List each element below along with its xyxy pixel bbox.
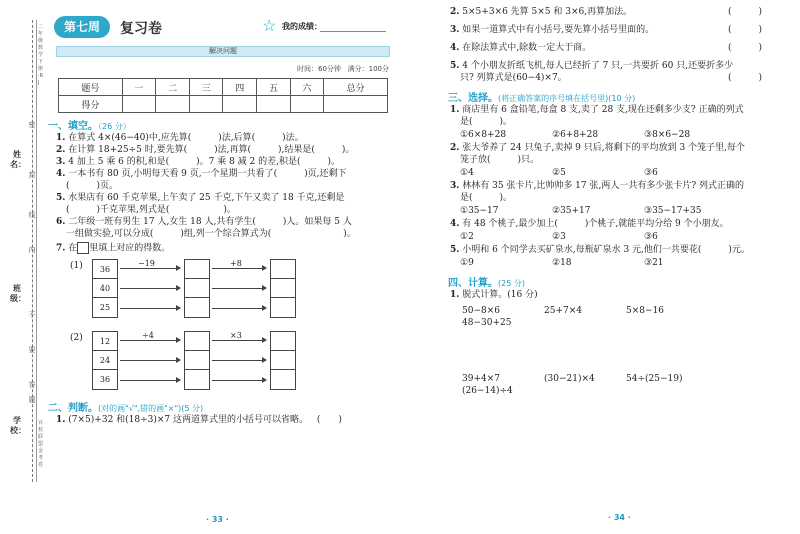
seal-char-3: 内 [28, 246, 36, 254]
score-table [58, 78, 388, 113]
answer-box[interactable] [185, 332, 209, 351]
calc-expression: 54÷(25−19) [626, 374, 683, 384]
answer-paren[interactable]: ( ) [728, 7, 763, 17]
flow-input-cell: 12 [93, 332, 117, 351]
section3-heading: 三、选择。(将正确答案的序号填在括号里)(10 分) [448, 93, 636, 104]
choice-option[interactable]: ③35−17+35 [644, 206, 702, 216]
score-row-label: 得分 [59, 96, 123, 113]
flow-operator: ÷4 [142, 330, 154, 340]
star-icon: ☆ [262, 16, 277, 35]
choice-option[interactable]: ①9 [460, 258, 474, 268]
arrow-icon [120, 360, 180, 361]
score-table-cell: 二 [156, 79, 190, 96]
choice-option[interactable]: ③8×6−28 [644, 130, 691, 140]
judge-question-2: ( ) 2. 5×5+3×6 先算 5×5 和 3×6,再算加法。 [450, 6, 788, 18]
flow-input-cell: 36 [93, 260, 117, 279]
flow-answer-column [270, 331, 296, 390]
fill-question-6: 6. 二年级一班有男生 17 人,女生 18 人,共有学生( )人。如果每 5 人 一组做实验,可以分成( )组,列一个综合算式为( )。 [56, 217, 356, 239]
score-table-cell: 六 [290, 79, 324, 96]
page-number-right: · 34 · [608, 513, 631, 522]
fill-question-1: 1. 在算式 4×(46−40)中,应先算( )法,后算( )法。 [56, 133, 304, 143]
choice-options-1 [460, 128, 788, 142]
answer-box[interactable] [185, 260, 209, 279]
choice-option[interactable]: ③6 [644, 168, 658, 178]
score-input-line[interactable] [320, 31, 386, 32]
choice-option[interactable]: ②35+17 [552, 206, 591, 216]
section2-heading: 二、判断。(对的画"√",错的画"×")(5 分) [48, 402, 204, 414]
choice-question-4: 4. 有 48 个桃子,最少加上( )个桃子,就能平均分给 9 个小朋友。 [450, 219, 729, 229]
seal-char-7: 题 [28, 396, 36, 404]
spine-bottom-text: 百校联盟金考卷 [38, 420, 44, 468]
choice-option[interactable]: ①2 [460, 232, 474, 242]
fill-question-7: 7. 在 里填上对应的得数。 [56, 243, 171, 254]
flow-input-column [92, 259, 118, 318]
seal-char-4: 不 [28, 311, 36, 319]
full-score-text: 满分：100分 [347, 65, 389, 73]
score-cell-input[interactable] [189, 96, 223, 113]
square-placeholder-icon [77, 242, 89, 254]
calc-row-2 [462, 373, 788, 397]
score-cell-input[interactable] [257, 96, 291, 113]
calc-work-area[interactable] [448, 329, 788, 373]
arrow-icon [212, 268, 266, 269]
flow-label: (1) [70, 260, 83, 271]
score-table-score-row [59, 96, 388, 113]
fill-question-2: 2. 在计算 18+25÷5 时,要先算( )法,再算( ),结果是( )。 [56, 145, 355, 155]
flow-diagram-1 [70, 259, 393, 323]
flow-answer-column [184, 259, 210, 318]
binding-spine [0, 0, 44, 534]
week-badge: 第七周 [54, 16, 110, 38]
calc-row-1 [462, 305, 788, 329]
answer-box[interactable] [271, 279, 295, 298]
score-cell-input[interactable] [324, 96, 388, 113]
fill-question-3: 3. 4 加上 5 乘 6 的积,和是( )。7 乘 8 减 2 的差,积是( )。 [56, 157, 341, 167]
arrow-icon [212, 340, 266, 341]
answer-paren[interactable]: ( ) [728, 25, 763, 35]
calc-expression: (26−14)÷4 [462, 386, 513, 396]
answer-box[interactable] [185, 370, 209, 389]
choice-options-4 [460, 230, 788, 244]
flow-answer-column [270, 259, 296, 318]
answer-box[interactable] [185, 298, 209, 317]
calc-question-1: 1. 脱式计算。(16 分) [450, 290, 538, 300]
arrow-icon [212, 360, 266, 361]
answer-box[interactable] [271, 260, 295, 279]
choice-option[interactable]: ③6 [644, 232, 658, 242]
flow-input-cell: 40 [93, 279, 117, 298]
answer-box[interactable] [185, 351, 209, 370]
choice-option[interactable]: ②5 [552, 168, 566, 178]
page-number-left: · 33 · [206, 515, 229, 524]
arrow-icon [212, 288, 266, 289]
arrow-icon [120, 268, 180, 269]
answer-box[interactable] [271, 332, 295, 351]
answer-box[interactable] [271, 370, 295, 389]
flow-diagram-2 [70, 331, 393, 395]
name-label: 姓名： [10, 150, 26, 169]
choice-question-5: 5. 小明和 6 个同学去买矿泉水,每瓶矿泉水 3 元,他们一共要花( )元。 [450, 245, 750, 255]
flow-input-cell: 36 [99, 374, 111, 384]
arrow-icon [212, 380, 266, 381]
fill-question-5: 5. 水果店有 60 千克苹果,上午卖了 25 千克,下午又卖了 18 千克,还剩是 ( )千克苹果,列式是( )。 [56, 193, 345, 215]
section4-heading: 四、计算。(25 分) [448, 278, 525, 289]
calc-expression: 25+7×4 [544, 306, 582, 316]
score-table-cell: 五 [257, 79, 291, 96]
section1-heading: 一、填空。（26 分） [48, 121, 131, 132]
answer-paren[interactable]: ( ) [728, 43, 763, 53]
flow-operator: +8 [230, 258, 242, 268]
judge-question-1: 1. (7×5)+32 和(18÷3)×7 这两道算式里的小括号可以省略。 ( ) [56, 414, 342, 425]
page-title: 复习卷 [120, 21, 162, 37]
answer-box[interactable] [271, 298, 295, 317]
judge-question-3: ( ) 3. 如果一道算式中有小括号,要先算小括号里面的。 [450, 24, 788, 36]
calc-expression: 50−8×6 [462, 306, 500, 316]
choice-option[interactable]: ②18 [552, 258, 572, 268]
answer-paren[interactable]: ( ) [728, 73, 763, 83]
choice-option[interactable]: ①6×8+28 [460, 130, 507, 140]
calc-expression: 48−30+25 [462, 318, 512, 328]
grade-text: 二年级数学下册·RJ [38, 24, 44, 86]
seal-char-1: 封 [28, 171, 36, 179]
flow-answer-column [184, 331, 210, 390]
seal-char-0: 密 [28, 121, 36, 129]
score-table-cell: 总分 [324, 79, 388, 96]
flow-input-column [92, 331, 118, 390]
arrow-icon [120, 288, 180, 289]
worksheet-header [48, 14, 393, 40]
choice-option[interactable]: ②6+8+28 [552, 130, 599, 140]
flow-input-cell: 24 [93, 351, 117, 370]
choice-option[interactable]: ①35−17 [460, 206, 499, 216]
score-cell-input[interactable] [223, 96, 257, 113]
class-label: 班级： [10, 284, 26, 303]
choice-question-1: 1. 商店里有 6 盒铅笔,每盒 8 支,卖了 28 支,现在还剩多少支? 正确的列式 是( )。 [450, 105, 744, 127]
score-table-cell: 一 [122, 79, 156, 96]
arrow-icon [212, 308, 266, 309]
score-cell-input[interactable] [290, 96, 324, 113]
exam-meta [48, 64, 389, 74]
choice-question-2: 2. 张大爷养了 24 只兔子,卖掉 9 只后,将剩下的平均放到 3 个笼子里,每个 笼子放( )只。 [450, 143, 745, 165]
score-label: 我的成绩： [282, 22, 322, 31]
flow-input-cell: 25 [99, 302, 111, 312]
seal-char-2: 线 [28, 211, 36, 219]
choice-option[interactable]: ③21 [644, 258, 664, 268]
flow-operator: −19 [138, 258, 155, 268]
answer-box[interactable] [271, 351, 295, 370]
school-label: 学校： [10, 416, 26, 435]
score-cell-input[interactable] [156, 96, 190, 113]
time-text: 时间：60分钟 [297, 65, 341, 73]
arrow-icon [120, 308, 180, 309]
score-table-cell: 四 [223, 79, 257, 96]
judge-question-4: ( ) 4. 在除法算式中,除数一定大于商。 [450, 42, 788, 54]
score-cell-input[interactable] [122, 96, 156, 113]
score-table-cell: 题号 [59, 79, 123, 96]
calc-expression: 5×8−16 [626, 306, 664, 316]
arrow-icon [120, 340, 180, 341]
arrow-icon [120, 380, 180, 381]
choice-options-2 [460, 166, 788, 180]
choice-option[interactable]: ②3 [552, 232, 566, 242]
calc-expression: (30−21)×4 [544, 374, 595, 384]
choice-options-3 [460, 204, 788, 218]
answer-paren[interactable]: ( ) [316, 414, 342, 425]
choice-option[interactable]: ①4 [460, 168, 474, 178]
spine-border [36, 20, 37, 482]
fill-question-4: 4. 一本书有 80 页,小明每天看 9 页,一个星期一共看了( )页,还剩下 ( )页。 [56, 169, 347, 191]
flow-operator: ×3 [230, 330, 242, 340]
flow-label: (2) [70, 332, 83, 343]
choice-question-3: 3. 林林有 35 张卡片,比帅帅多 17 张,两人一共有多少张卡片? 列式正确的 是( )。 [450, 181, 745, 203]
judge-question-5: 5. 4 个小朋友折纸飞机,每人已经折了 7 只,一共要折 60 只,还要折多少 ( ) 只? 列算式是(60−4)×7。 [450, 60, 788, 84]
score-table-cell: 三 [189, 79, 223, 96]
calc-expression: 39+4×7 [462, 374, 500, 384]
choice-options-5 [460, 256, 788, 270]
right-page [448, 6, 788, 522]
seal-char-5: 要 [28, 346, 36, 354]
left-page [48, 14, 393, 524]
score-table-header-row [59, 79, 388, 96]
section-banner: 解决问题 [56, 46, 390, 57]
seal-char-6: 答 [28, 381, 36, 389]
answer-box[interactable] [185, 279, 209, 298]
